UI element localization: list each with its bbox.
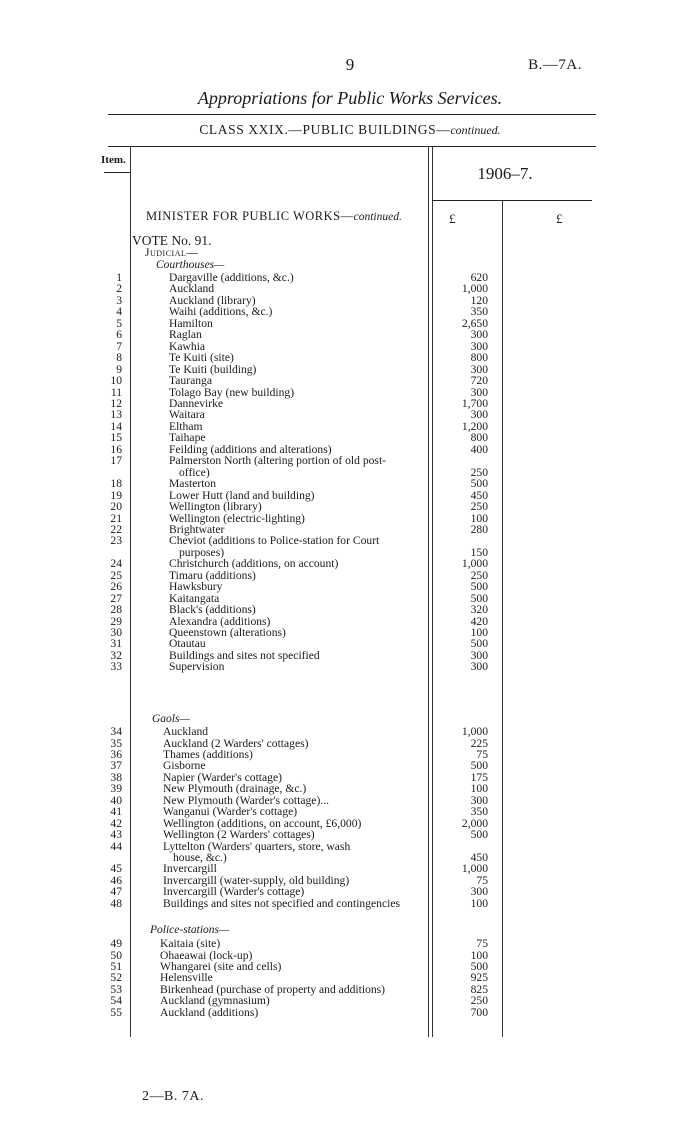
item-description: Ohaeawai (lock-up) [160,948,253,962]
item-number: 30 [110,626,122,639]
item-number: 44 [110,839,122,853]
item-amount: 420 [470,614,488,628]
minister-heading: MINISTER FOR PUBLIC WORKS—continued. [146,209,402,223]
item-number: 50 [110,948,122,962]
item-amount: 175 [470,770,488,784]
item-description: Raglan [169,328,202,342]
item-number: 19 [110,488,122,502]
item-amount: 75 [476,747,488,761]
item-number: 46 [110,873,122,887]
item-amount: 75 [476,873,488,887]
item-description: Auckland (2 Warders' cottages) [163,736,309,750]
subsection-heading-police-stations: Police-stations— [150,924,230,936]
year-header-underline [432,200,592,201]
item-description: Alexandra (additions) [169,614,271,628]
item-amount: 500 [470,591,488,605]
item-description: Eltham [169,419,203,433]
item-amount: 100 [470,626,488,639]
item-description: Palmerston North (altering portion of old post- [169,454,387,468]
item-number: 55 [110,1005,122,1019]
item-amount: 500 [470,759,488,773]
item-number: 36 [110,747,122,761]
item-number: 8 [116,351,122,365]
item-description: Lyttelton (Warders' quarters, store, wash [163,839,351,853]
item-description: Christchurch (additions, on account) [169,557,339,571]
item-number: 26 [110,580,122,594]
item-amount: 1,000 [461,862,488,876]
description-column-divider [428,147,429,1037]
item-number: 53 [110,982,122,996]
item-description: Tauranga [169,374,212,388]
item-description: Thames (additions) [163,747,253,761]
item-number: 4 [116,305,122,319]
item-amount: 925 [470,971,488,985]
item-amount: 100 [470,511,488,525]
item-number: 29 [110,614,122,628]
item-amount: 300 [470,362,488,376]
item-amount: 150 [470,545,488,559]
item-description: Queenstown (alterations) [169,626,286,639]
document-reference: B.—7A. [528,57,582,73]
item-amount: 1,000 [461,557,488,571]
item-amount: 400 [470,442,488,456]
item-description: Auckland (library) [169,293,256,307]
class-heading: CLASS XXIX.—PUBLIC BUILDINGS—continued. [199,122,501,137]
item-number: 20 [110,500,122,513]
item-number: 9 [116,362,122,376]
item-number: 6 [116,328,122,342]
item-description: office) [179,465,210,479]
item-description: Feilding (additions and alterations) [169,442,332,456]
item-number: 33 [110,660,122,674]
item-number: 49 [110,937,122,950]
year-heading: 1906–7. [477,164,533,183]
item-number: 3 [116,293,122,307]
item-number: 52 [110,971,122,985]
item-number: 1 [116,271,122,284]
item-amount: 500 [470,959,488,973]
item-number: 24 [110,557,122,571]
item-description: Napier (Warder's cottage) [163,770,282,784]
page-number: 9 [345,55,355,74]
item-number: 5 [116,316,122,330]
item-description: Dannevirke [169,396,224,410]
item-header-underline [104,172,130,173]
item-amount: 250 [470,465,488,479]
item-amount: 300 [470,648,488,662]
item-description: Taihape [169,431,206,445]
item-number: 23 [110,534,122,548]
item-description: Cheviot (additions to Police-station for Court [169,534,380,548]
item-number: 34 [110,725,122,738]
item-description: Dargaville (additions, &c.) [169,271,294,284]
item-amount: 800 [470,431,488,445]
subsection-heading-courthouses: Courthouses— [156,259,225,271]
item-number: 17 [110,454,122,468]
item-description: Tolago Bay (new building) [169,385,295,399]
item-description: Whangarei (site and cells) [160,959,282,973]
item-amount: 75 [476,937,488,950]
item-amount: 2,000 [461,816,488,830]
item-description: New Plymouth (drainage, &c.) [163,782,307,796]
section-heading-judicial: Judicial— [145,247,199,259]
item-description: Kawhia [169,339,206,353]
item-description: purposes) [179,545,225,559]
item-number: 13 [110,408,122,422]
item-description: Auckland [169,282,215,296]
item-number: 14 [110,419,122,433]
item-number: 43 [110,828,122,841]
item-amount: 500 [470,477,488,491]
description-column-divider-double [432,147,433,1037]
subsection-heading-gaols: Gaols— [152,713,190,725]
item-description: Supervision [169,660,225,674]
item-number: 37 [110,759,122,773]
item-amount: 300 [470,885,488,899]
item-number: 32 [110,648,122,662]
item-description: New Plymouth (Warder's cottage)... [163,793,329,807]
item-description: Wellington (library) [169,500,262,513]
item-description: Auckland (additions) [160,1005,259,1019]
item-number: 38 [110,770,122,784]
item-description: Buildings and sites not specified [169,648,320,662]
item-number: 15 [110,431,122,445]
item-number: 12 [110,396,122,410]
header-rule [108,146,596,147]
item-description: Invercargill (Warder's cottage) [163,885,305,899]
currency-symbol: £ [556,211,563,226]
item-amount: 350 [470,305,488,319]
item-description: Hawksbury [169,580,223,594]
item-number: 47 [110,885,122,899]
item-number: 41 [110,805,122,819]
item-description: Kaitaia (site) [160,937,221,950]
item-column-divider [130,147,131,1037]
item-amount: 300 [470,660,488,674]
item-number: 7 [116,339,122,353]
item-amount: 280 [470,522,488,536]
item-number: 22 [110,522,122,536]
item-description: Auckland (gymnasium) [160,994,270,1008]
item-amount: 300 [470,385,488,399]
item-amount: 2,650 [461,316,488,330]
item-amount: 620 [470,271,488,284]
item-amount: 250 [470,568,488,582]
item-number: 18 [110,477,122,491]
item-description: Masterton [169,477,217,491]
item-description: Te Kuiti (site) [169,351,234,365]
item-description: Wellington (electric-lighting) [169,511,305,525]
item-description: Helensville [160,971,213,985]
item-amount: 700 [470,1005,488,1019]
item-description: Birkenhead (purchase of property and additions) [160,982,386,996]
item-amount: 250 [470,994,488,1008]
item-number: 10 [110,374,122,388]
item-amount: 1,200 [461,419,488,433]
item-description: Invercargill [163,862,217,876]
item-amount: 120 [470,293,488,307]
item-amount: 100 [470,782,488,796]
item-number: 35 [110,736,122,750]
item-description: Wellington (2 Warders' cottages) [163,828,315,841]
item-number: 25 [110,568,122,582]
item-description: Auckland [163,725,209,738]
item-amount: 1,000 [461,282,488,296]
item-amount: 1,700 [461,396,488,410]
item-amount: 100 [470,896,488,910]
vote-heading: VOTE No. 91. [132,233,212,248]
item-number: 45 [110,862,122,876]
item-description: house, &c.) [173,851,227,864]
item-number: 28 [110,603,122,616]
item-description: Timaru (additions) [169,568,256,582]
item-amount: 300 [470,328,488,342]
currency-symbol: £ [449,211,456,226]
item-description: Brightwater [169,522,225,536]
item-description: Buildings and sites not specified and contingencies [163,896,400,910]
page-title: Appropriations for Public Works Services. [197,88,503,108]
item-amount: 720 [470,374,488,388]
item-number: 16 [110,442,122,456]
item-amount: 250 [470,500,488,513]
item-amount: 450 [470,851,488,864]
item-amount: 225 [470,736,488,750]
top-rule [108,114,596,115]
item-amount: 300 [470,339,488,353]
item-amount: 500 [470,828,488,841]
item-amount: 825 [470,982,488,996]
item-description: Hamilton [169,316,213,330]
item-amount: 100 [470,948,488,962]
amount-column-divider [502,200,503,1037]
item-number: 11 [110,385,122,399]
item-description: Wellington (additions, on account, £6,000) [163,816,362,830]
item-number: 27 [110,591,122,605]
item-description: Te Kuiti (building) [169,362,257,376]
item-description: Black's (additions) [169,603,256,616]
item-amount: 300 [470,793,488,807]
item-description: Waihi (additions, &c.) [169,305,273,319]
item-description: Gisborne [163,759,206,773]
item-amount: 500 [470,637,488,651]
item-number: 48 [110,896,122,910]
item-column-header: Item. [101,154,126,166]
item-amount: 1,000 [461,725,488,738]
item-amount: 300 [470,408,488,422]
item-description: Otautau [169,637,206,651]
item-number: 39 [110,782,122,796]
page-signature: 2—B. 7A. [142,1089,204,1104]
item-number: 42 [110,816,122,830]
item-amount: 800 [470,351,488,365]
item-number: 51 [110,959,122,973]
item-amount: 450 [470,488,488,502]
item-number: 40 [110,793,122,807]
item-number: 21 [110,511,122,525]
item-amount: 350 [470,805,488,819]
item-amount: 500 [470,580,488,594]
item-number: 54 [110,994,122,1008]
item-description: Waitara [169,408,205,422]
item-number: 31 [110,637,122,651]
item-number: 2 [116,282,122,296]
item-description: Lower Hutt (land and building) [169,488,315,502]
item-description: Invercargill (water-supply, old building) [163,873,350,887]
item-description: Kaitangata [169,591,220,605]
item-amount: 320 [470,603,488,616]
item-description: Wanganui (Warder's cottage) [163,805,298,819]
